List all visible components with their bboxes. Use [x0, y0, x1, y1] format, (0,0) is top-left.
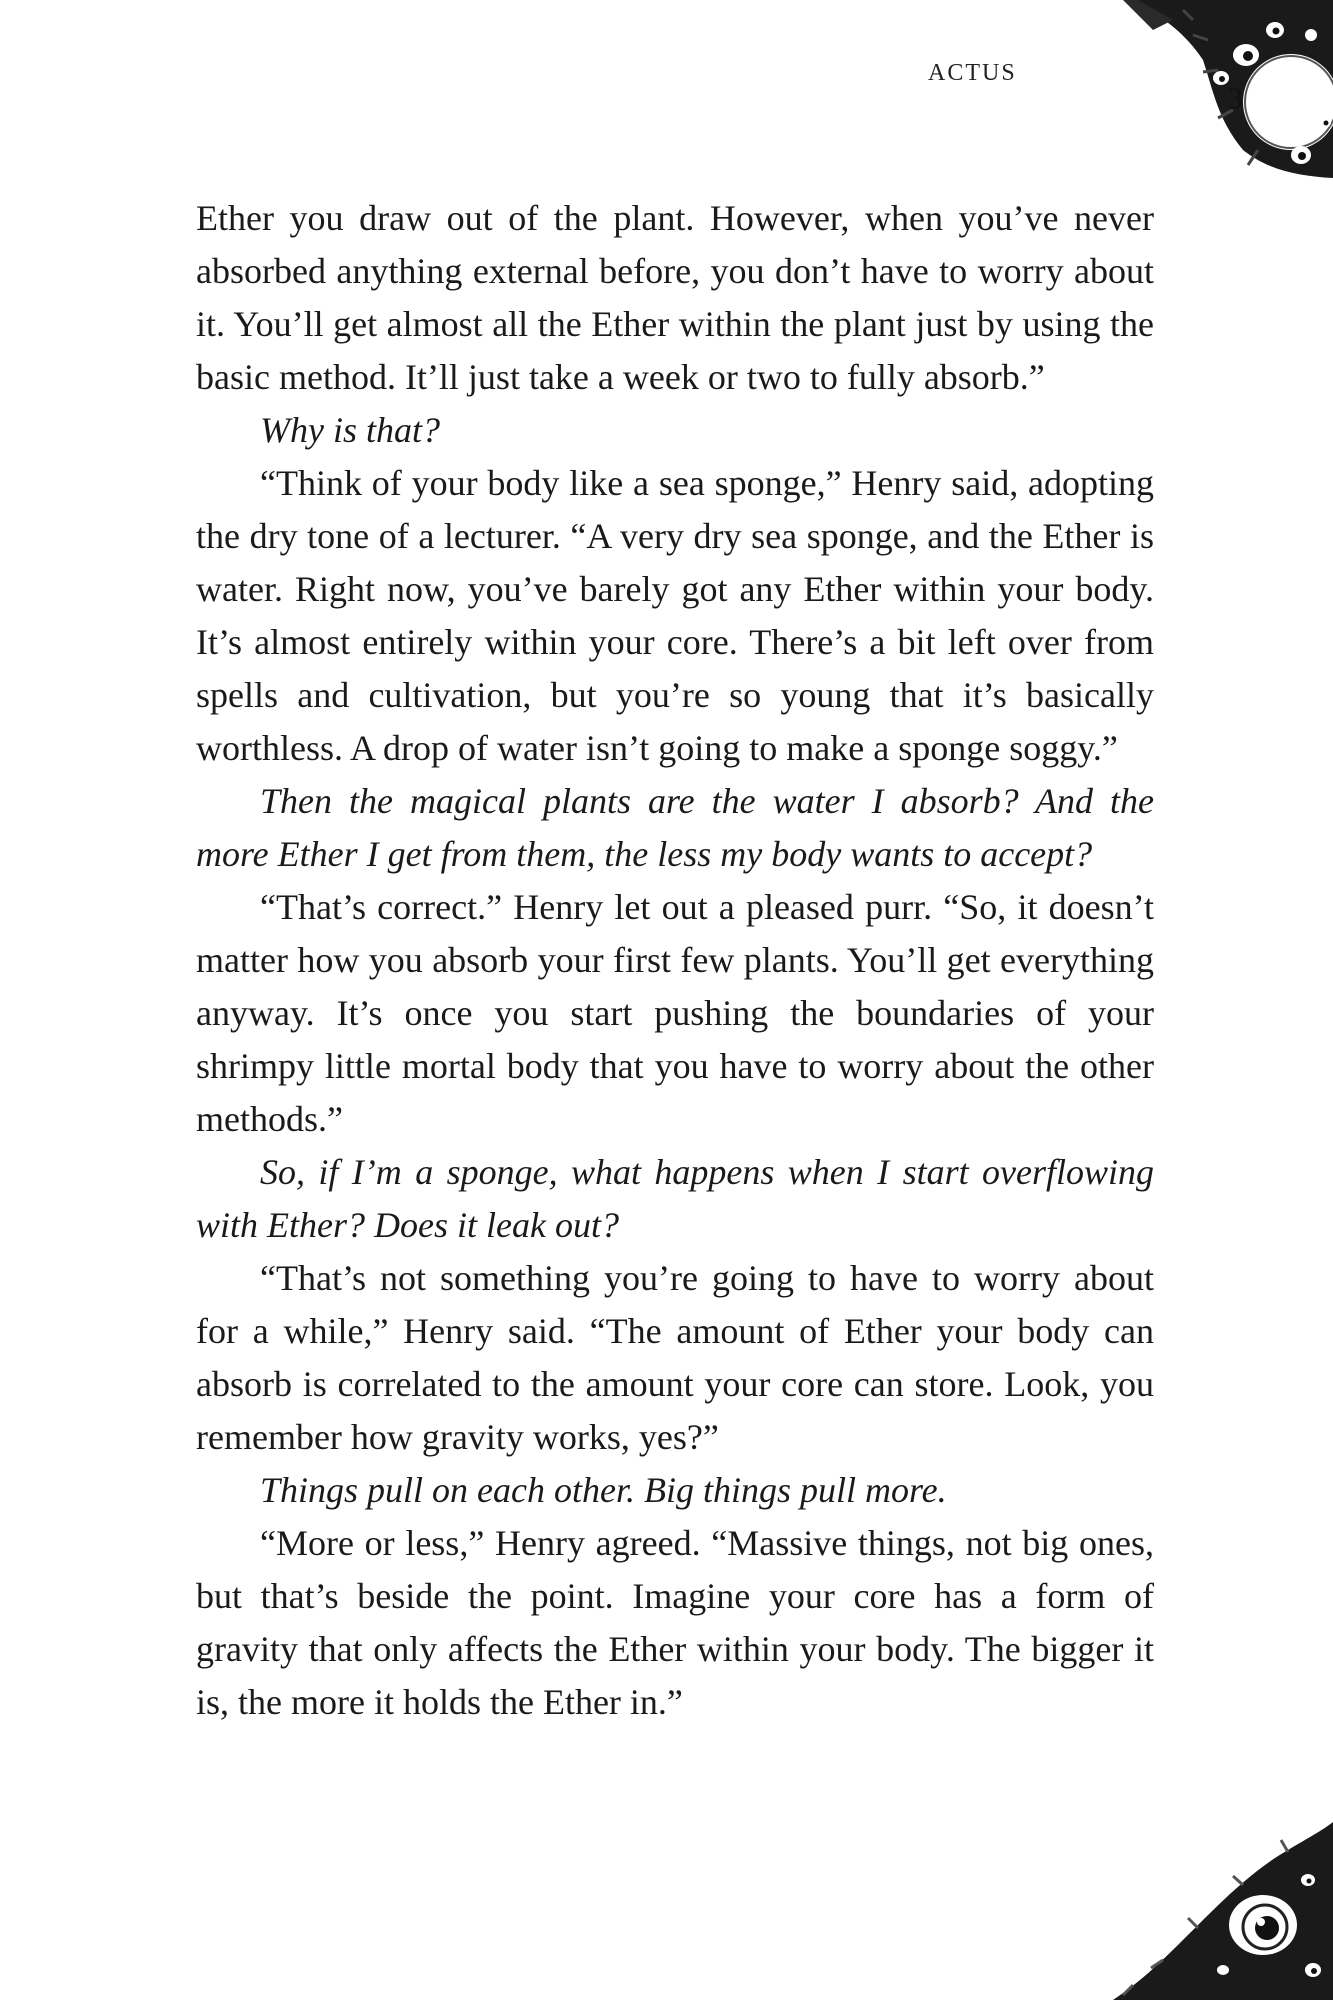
- paragraph: “More or less,” Henry agreed. “Massive things, not big ones, but that’s beside the point. Imagine your core has a form of gravity that only affects the Ether within your body. The bigger it is, the more it holds the Ether in.”: [196, 1523, 1154, 1722]
- thought-paragraph: Things pull on each other. Big things pull more.: [260, 1470, 947, 1510]
- eye-ornament-icon: [1073, 1810, 1333, 2000]
- paragraph: “That’s correct.” Henry let out a pleased purr. “So, it doesn’t matter how you absorb your first few plants. You’ll get everything anyway. It’s once you start pushing the boundaries of your shrimpy little mortal body that you have to worry about the other methods.”: [196, 887, 1154, 1139]
- page-number: 3: [1228, 82, 1243, 115]
- thought-paragraph: Then the magical plants are the water I absorb? And the more Ether I get from them, the less my body wants to accept?: [196, 781, 1154, 874]
- eyes-ornament-icon: [1043, 0, 1333, 180]
- body-text: [196, 192, 1154, 1729]
- paragraph: “That’s not something you’re going to have to worry about for a while,” Henry said. “The amount of Ether your body can absorb is correlated to the amount your core can store. Look, you remember how gravity works, yes?”: [196, 1258, 1154, 1457]
- running-head: ACTUS: [928, 60, 1017, 86]
- thought-paragraph: Why is that?: [260, 410, 440, 450]
- paragraph: Ether you draw out of the plant. However, when you’ve never absorbed anything external before, you don’t have to worry about it. You’ll get almost all the Ether within the plant just by using the basic method. It’ll just take a week or two to fully absorb.”: [196, 198, 1154, 397]
- paragraph: “Think of your body like a sea sponge,” Henry said, adopting the dry tone of a lecturer. “A very dry sea sponge, and the Ether is water. Right now, you’ve barely got any Ether within your body. It’s almost entirely within your core. There’s a bit left over from spells and cultivation, but you’re so young that it’s basically worthless. A drop of water isn’t going to make a sponge soggy.”: [196, 463, 1154, 768]
- thought-paragraph: So, if I’m a sponge, what happens when I start overflowing with Ether? Does it leak out?: [196, 1152, 1154, 1245]
